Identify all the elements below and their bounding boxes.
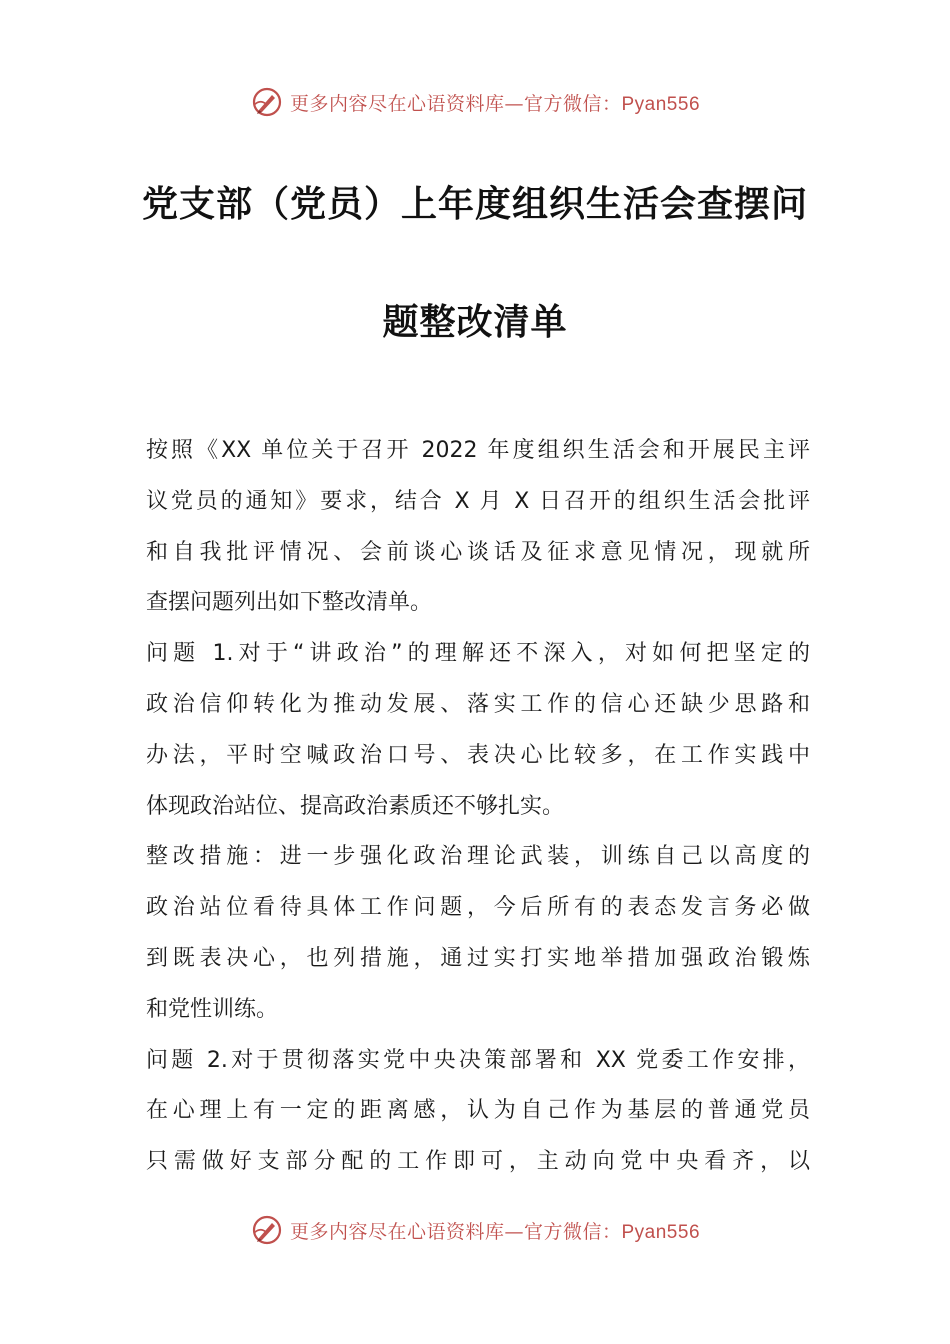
document-body (146, 426, 810, 1188)
pen-logo-icon (250, 85, 284, 119)
text-line: 到既表决心，也列措施，通过实打实地举措加强政治锻炼 (146, 945, 810, 971)
text-line: 问题 1.对于“讲政治”的理解还不深入，对如何把坚定的 (146, 641, 810, 667)
text-line: 和自我批评情况、会前谈心谈话及征求意见情况，现就所 (146, 539, 810, 565)
page-title-line-1: 党支部（党员）上年度组织生活会查摆问 (141, 184, 808, 225)
pen-logo-icon (250, 1213, 284, 1247)
text-line: 查摆问题列出如下整改清单。 (146, 590, 433, 616)
paragraph-measures-1 (146, 832, 810, 1035)
watermark-text: 更多内容尽在心语资料库—官方微信：Pyan556 (289, 92, 701, 115)
text-line: 政治信仰转化为推动发展、落实工作的信心还缺少思路和 (146, 691, 810, 717)
text-line: 和党性训练。 (146, 996, 279, 1022)
text-line: 按照《XX 单位关于召开 2022 年度组织生活会和开展民主评 (146, 438, 810, 463)
header-watermark (0, 82, 950, 122)
page-title-line-2: 题整改清单 (382, 302, 568, 343)
text-line: 议党员的通知》要求，结合 X 月 X 日召开的组织生活会批评 (146, 488, 810, 514)
text-line: 办法，平时空喊政治口号、表决心比较多，在工作实践中 (146, 742, 810, 768)
text-line: 只需做好支部分配的工作即可，主动向党中央看齐，以 (146, 1149, 810, 1175)
paragraph-intro (146, 426, 810, 629)
footer-watermark (0, 1210, 950, 1250)
paragraph-problem-1 (146, 629, 810, 832)
text-line: 政治站位看待具体工作问题，今后所有的表态发言务必做 (146, 895, 810, 921)
wechat-id: Pyan556 (621, 93, 701, 115)
paragraph-problem-2 (146, 1036, 810, 1188)
text-line: 整改措施：进一步强化政治理论武装，训练自己以高度的 (146, 844, 810, 870)
wechat-id: Pyan556 (621, 1221, 701, 1243)
text-line: 问题 2.对于贯彻落实党中央决策部署和 XX 党委工作安排， (146, 1047, 810, 1073)
text-line: 体现政治站位、提高政治素质还不够扎实。 (146, 793, 565, 819)
watermark-text: 更多内容尽在心语资料库—官方微信：Pyan556 (289, 1220, 701, 1243)
text-line: 在心理上有一定的距离感，认为自己作为基层的普通党员 (146, 1098, 810, 1124)
